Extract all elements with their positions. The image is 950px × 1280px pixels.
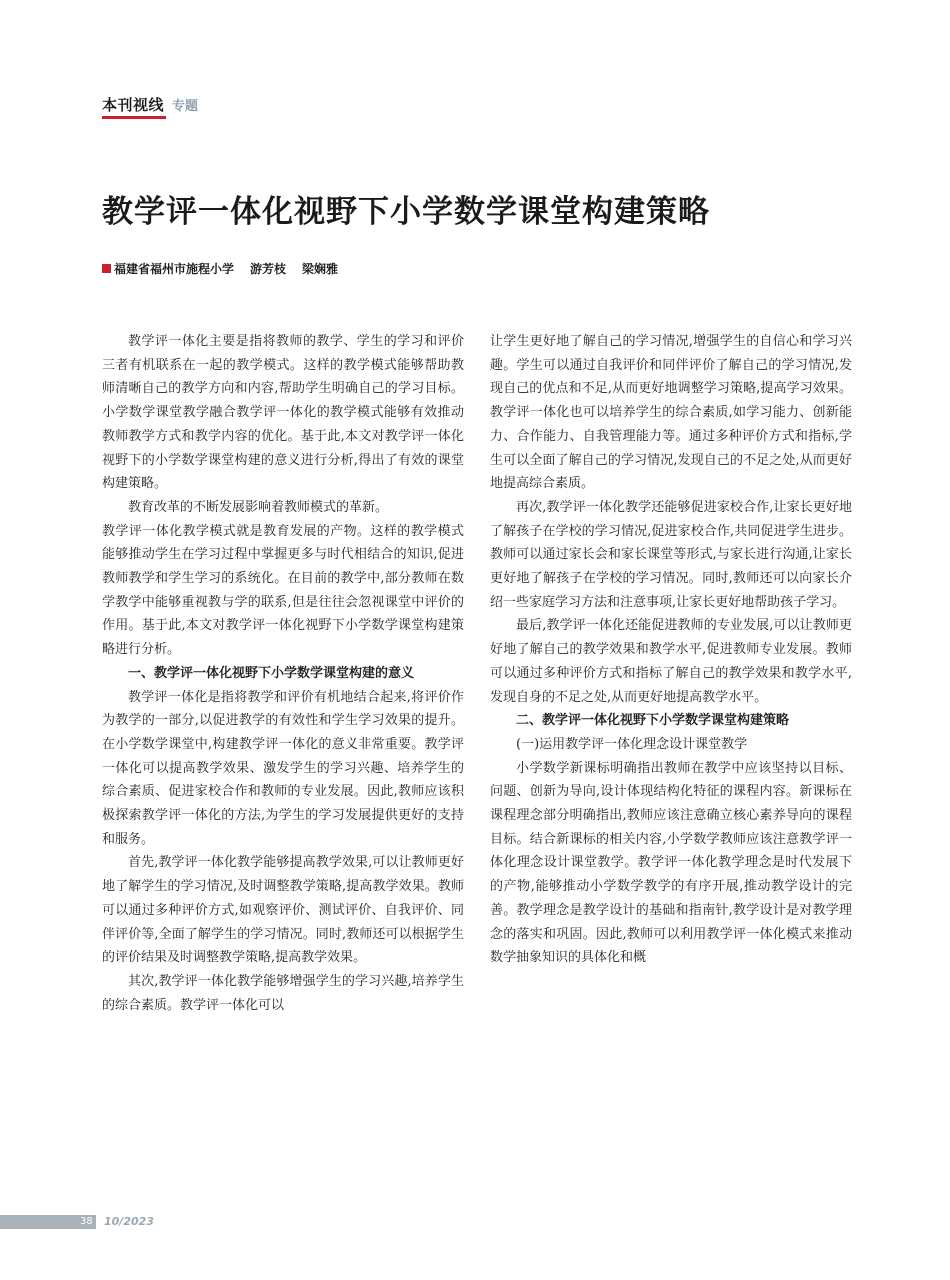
paragraph: 小学数学新课标明确指出教师在教学中应该坚持以目标、问题、创新为导向,设计体现结构化特征的课程内容。新课标在课程理念部分明确指出,教师应该注意确立核心素养导向的课程目标。结合新课标的相关内容,小学数学教师应该注意教学评一体化理念设计课堂教学。教学评一体化教学理念是时代发展下的产物,能够推动小学数学教学的有序开展,推动教学设计的完善。教学理念是教学设计的基础和指南针,教学设计是对教学理念的落实和巩固。因此,教师可以利用教学评一体化模式来推动数学抽象知识的具体化和概 (490, 760, 852, 966)
page-number: 38 (80, 1216, 93, 1227)
paragraph: 最后,教学评一体化还能促进教师的专业发展,可以让教师更好地了解自己的教学效果和教学水平,促进教师专业发展。教师可以通过多种评价方式和指标了解自己的教学效果和教学水平,发现自身的不足之处,从而更好地提高教学水平。 (490, 618, 852, 705)
subsection-name: 专题 (172, 99, 199, 114)
article-title: 教学评一体化视野下小学数学课堂构建策略 (102, 194, 710, 230)
byline (102, 260, 338, 277)
paragraph: 教学评一体化主要是指将教师的教学、学生的学习和评价三者有机联系在一起的教学模式。这样的教学模式能够帮助教师清晰自己的教学方向和内容,帮助学生明确自己的学习目标。小学数学课堂教学融合教学评一体化的教学模式能够有效推动教师教学方式和教学内容的优化。基于此,本文对教学评一体化视野下的小学数学课堂构建的意义进行分析,得出了有效的课堂构建策略。 (102, 334, 464, 492)
paragraph: 再次,教学评一体化教学还能够促进家校合作,让家长更好地了解孩子在学校的学习情况,促进家校合作,共同促进学生进步。教师可以通过家长会和家长课堂等形式,与家长进行沟通,让家长更好地了解孩子在学校的学习情况。同时,教师还可以向家长介绍一些家庭学习方法和注意事项,让家长更好地帮助孩子学习。 (490, 499, 852, 610)
paragraph: 首先,教学评一体化教学能够提高教学效果,可以让教师更好地了解学生的学习情况,及时调整教学策略,提高教学效果。教师可以通过多种评价方式,如观察评价、测试评价、自我评价、同伴评价等,全面了解学生的学习情况。同时,教师还可以根据学生的评价结果及时调整教学策略,提高教学效果。 (102, 855, 464, 966)
section-heading: 一、教学评一体化视野下小学数学课堂构建的意义 (128, 665, 415, 681)
paragraph: 让学生更好地了解自己的学习情况,增强学生的自信心和学习兴趣。学生可以通过自我评价和同伴评价了解自己的学习情况,发现自己的优点和不足,从而更好地调整学习策略,提高学习效果。教学评一体化也可以培养学生的综合素质,如学习能力、创新能力、合作能力、自我管理能力等。通过多种评价方式和指标,学生可以全面了解自己的学习情况,发现自己的不足之处,从而更好地提高综合素质。 (490, 334, 852, 492)
left-column (102, 330, 464, 1017)
paragraph: 其次,教学评一体化教学能够增强学生的学习兴趣,培养学生的综合素质。教学评一体化可以 (102, 973, 464, 1013)
author-affiliation: 福建省福州市施程小学 (114, 262, 235, 276)
paragraph: 教育改革的不断发展影响着教师模式的革新。 (128, 499, 389, 515)
right-column (490, 330, 852, 970)
section-underline (102, 116, 166, 119)
section-name: 本刊视线 (102, 96, 165, 114)
paragraph: 教学评一体化教学模式就是教育发展的产物。这样的教学模式能够推动学生在学习过程中掌握更多与时代相结合的知识,促进教师教学和学生学习的系统化。在目前的教学中,部分教师在数学教学中能够重视教与学的联系,但是往往会忽视课堂中评价的作用。基于此,本文对教学评一体化视野下小学数学课堂构建策略进行分析。 (102, 523, 464, 658)
author-name: 游芳枝 (250, 262, 287, 276)
paragraph: 教学评一体化是指将教学和评价有机地结合起来,将评价作为教学的一部分,以促进教学的有效性和学生学习效果的提升。在小学数学课堂中,构建教学评一体化的意义非常重要。教学评一体化可以提高教学效果、激发学生的学习兴趣、培养学生的综合素质、促进家校合作和教师的专业发展。因此,教师应该积极探索教学评一体化的方法,为学生的学习发展提供更好的支持和服务。 (102, 689, 464, 847)
section-heading: 二、教学评一体化视野下小学数学课堂构建策略 (516, 713, 790, 729)
subsection-heading: (一)运用教学评一体化理念设计课堂教学 (516, 736, 748, 752)
author-name: 梁娴雅 (302, 262, 339, 276)
issue-number: 10/2023 (104, 1215, 154, 1228)
journal-section-header (102, 94, 198, 115)
red-square-icon (102, 264, 111, 273)
